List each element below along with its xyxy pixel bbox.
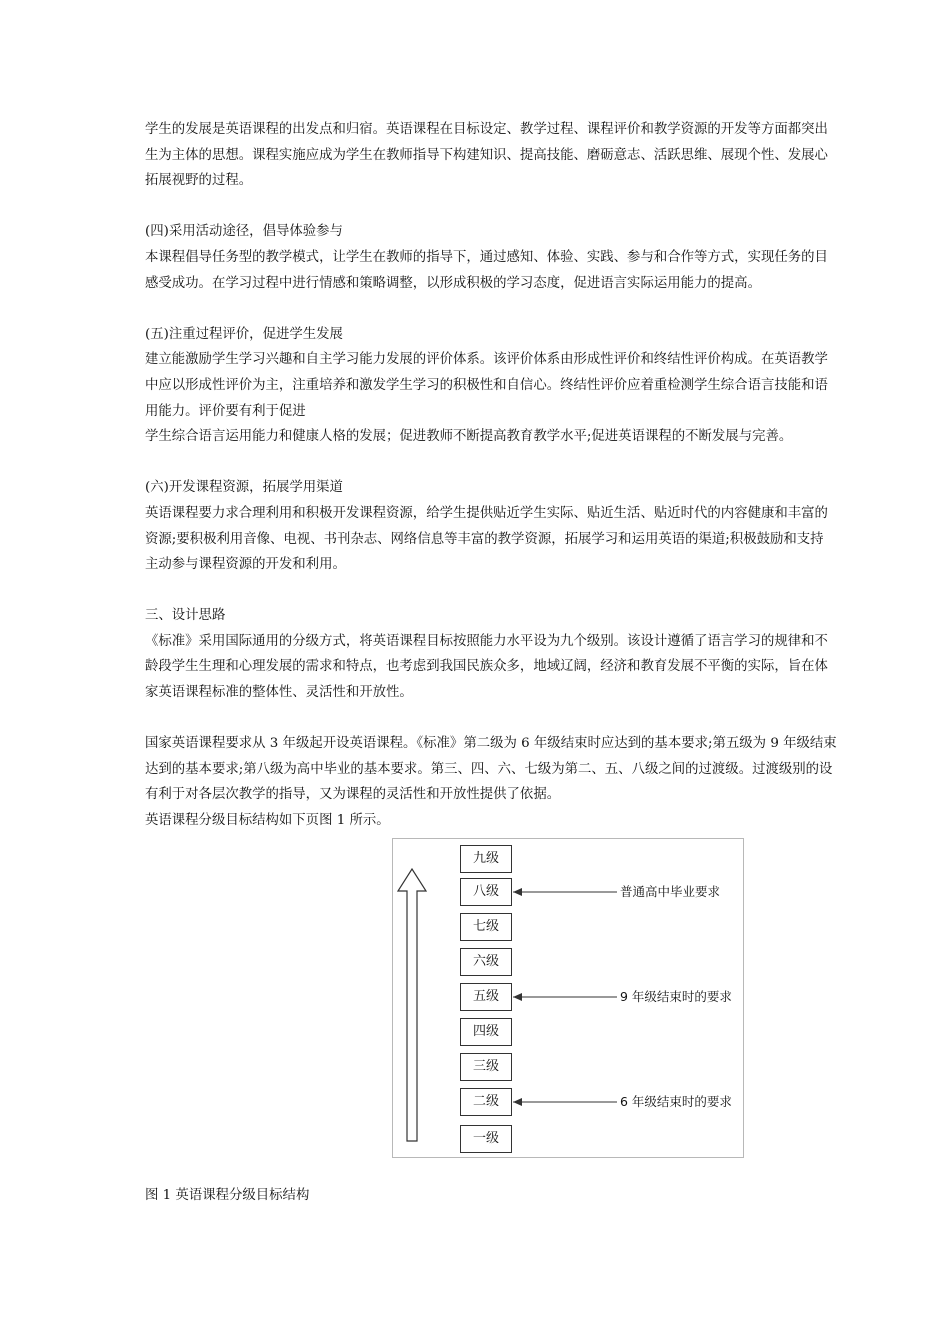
paragraph-line: 国家英语课程要求从 3 年级起开设英语课程。《标准》第二级为 6 年级结束时应达到的基本要求;第五级为 9 年级结束 (145, 736, 837, 752)
paragraph-line: 用能力。评价要有利于促进 (145, 403, 306, 419)
paragraph-line: 家英语课程标准的整体性、灵活性和开放性。 (145, 685, 413, 701)
section-heading: (五)注重过程评价，促进学生发展 (145, 326, 343, 342)
level-box-9: 九级 (460, 845, 512, 873)
paragraph-line: 本课程倡导任务型的教学模式，让学生在教师的指导下，通过感知、体验、实践、参与和合作等方式，实现任务的目 (145, 249, 828, 265)
paragraph-line: 龄段学生生理和心理发展的需求和特点，也考虑到我国民族众多，地域辽阔，经济和教育发展不平衡的实际，旨在体 (145, 659, 828, 675)
level-box-2: 二级 (460, 1088, 512, 1116)
paragraph-line: 学生的发展是英语课程的出发点和归宿。英语课程在目标设定、教学过程、课程评价和教学资源的开发等方面都突出 (145, 122, 828, 137)
requirement-label-grade8: 普通高中毕业要求 (620, 884, 721, 899)
level-box-7: 七级 (460, 913, 512, 941)
level-box-5: 五级 (460, 983, 512, 1011)
requirement-label-grade5: 9 年级结束时的要求 (620, 989, 732, 1004)
level-box-3: 三级 (460, 1053, 512, 1081)
section-heading: (四)采用活动途径，倡导体验参与 (145, 224, 343, 240)
paragraph-line: 英语课程分级目标结构如下页图 1 所示。 (145, 813, 390, 829)
paragraph-line: 资源;要积极利用音像、电视、书刊杂志、网络信息等丰富的教学资源，拓展学习和运用英语的渠道;积极鼓励和支持 (145, 531, 824, 547)
level-box-8: 八级 (460, 878, 512, 906)
level-box-4: 四级 (460, 1018, 512, 1046)
requirement-label-grade2: 6 年级结束时的要求 (620, 1094, 732, 1109)
pointer-arrowhead-grade8 (513, 888, 522, 896)
paragraph-line: 有利于对各层次教学的指导，又为课程的灵活性和开放性提供了依据。 (145, 787, 561, 803)
paragraph-line: 达到的基本要求;第八级为高中毕业的基本要求。第三、四、六、七级为第二、五、八级之间的过渡级。过渡级别的设 (145, 761, 833, 777)
paragraph-line: 英语课程要力求合理利用和积极开发课程资源，给学生提供贴近学生实际、贴近生活、贴近时代的内容健康和丰富的 (145, 505, 828, 521)
paragraph-line: 感受成功。在学习过程中进行情感和策略调整，以形成积极的学习态度，促进语言实际运用能力的提高。 (145, 275, 761, 291)
level-structure-figure (392, 838, 744, 1158)
paragraph-line: 生为主体的思想。课程实施应成为学生在教师指导下构建知识、提高技能、磨砺意志、活跃思维、展现个性、发展心 (145, 147, 828, 163)
body-text (145, 117, 950, 834)
pointer-arrowhead-grade2 (513, 1098, 522, 1106)
pointer-arrowhead-grade5 (513, 993, 522, 1001)
paragraph-line: 拓展视野的过程。 (145, 173, 253, 189)
section-heading: 三、设计思路 (145, 608, 226, 624)
paragraph-line: 《标准》采用国际通用的分级方式，将英语课程目标按照能力水平设为九个级别。该设计遵循了语言学习的规律和不 (145, 633, 828, 649)
level-box-6: 六级 (460, 948, 512, 976)
level-box-1: 一级 (460, 1125, 512, 1153)
section-heading: (六)开发课程资源，拓展学用渠道 (145, 480, 343, 496)
paragraph-line: 主动参与课程资源的开发和利用。 (145, 557, 346, 573)
paragraph-line: 建立能激励学生学习兴趣和自主学习能力发展的评价体系。该评价体系由形成性评价和终结性评价构成。在英语教学 (145, 352, 828, 368)
up-arrow-icon (398, 869, 426, 1141)
figure-caption: 图 1 英语课程分级目标结构 (145, 1188, 310, 1203)
paragraph-line: 学生综合语言运用能力和健康人格的发展；促进教师不断提高教育教学水平;促进英语课程的不断发展与完善。 (145, 429, 793, 445)
paragraph-line: 中应以形成性评价为主，注重培养和激发学生学习的积极性和自信心。终结性评价应着重检测学生综合语言技能和语 (145, 377, 828, 393)
